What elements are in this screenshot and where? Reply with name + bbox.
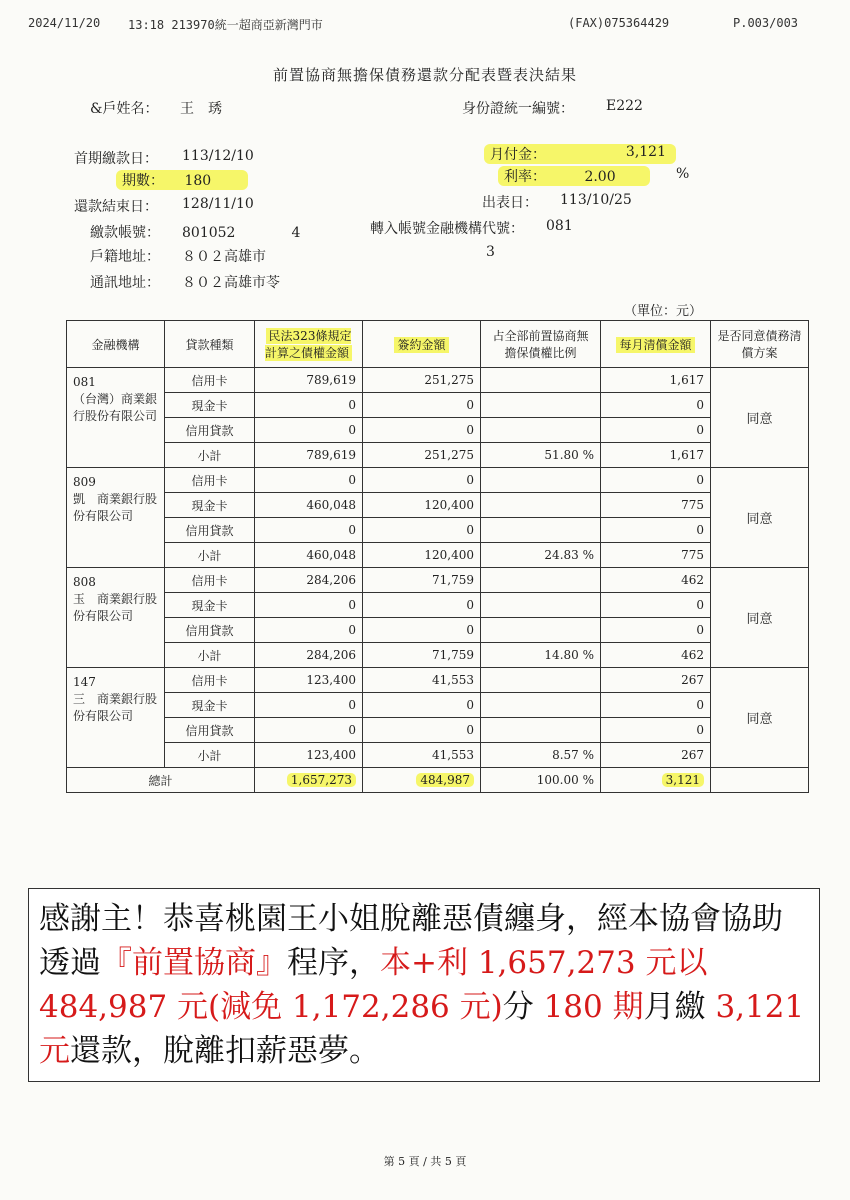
signed-cell: 0 [363,593,481,618]
table-row [67,443,809,468]
table-row [67,418,809,443]
loan-type-cell: 信用卡 [165,568,255,593]
table-row [67,643,809,668]
periods-row [116,170,248,190]
claim-cell: 0 [255,618,363,643]
monthly-cell: 0 [601,468,711,493]
note-part9: 還款，脫離扣薪惡夢。 [70,1033,380,1069]
monthly-cell: 0 [601,618,711,643]
agree-cell: 同意 [711,368,809,468]
table-row [67,493,809,518]
client-name-value: 王 琇 [180,101,222,117]
monthly-cell: 0 [601,518,711,543]
loan-type-cell: 信用貸款 [165,518,255,543]
bank-code-value: 081 [546,218,573,234]
id-value: E222 [606,98,643,114]
loan-type-cell: 現金卡 [165,493,255,518]
claim-cell: 123,400 [255,743,363,768]
loan-type-cell: 小計 [165,743,255,768]
monthly-cell: 0 [601,718,711,743]
agree-cell: 同意 [711,568,809,668]
monthly-cell: 0 [601,418,711,443]
ratio-cell: 8.57 % [481,743,601,768]
header-ratio: 占全部前置協商無擔保債權比例 [481,321,601,368]
monthly-cell: 1,617 [601,368,711,393]
total-agree-empty [711,768,809,793]
print-date-value: 113/10/25 [560,192,632,208]
allocation-table [66,320,809,793]
table-row [67,568,809,593]
note-part3: 程序， [287,945,380,981]
ratio-cell [481,593,601,618]
monthly-cell: 1,617 [601,443,711,468]
signed-cell: 0 [363,518,481,543]
total-label: 總計 [67,768,255,793]
loan-type-cell: 小計 [165,643,255,668]
loan-type-cell: 信用貸款 [165,618,255,643]
table-row [67,468,809,493]
account-value: 801052 4 [182,225,301,241]
claim-cell: 0 [255,418,363,443]
household-address-value: ８０２高雄市 [182,249,266,265]
monthly-cell: 462 [601,643,711,668]
claim-cell: 0 [255,718,363,743]
loan-type-cell: 現金卡 [165,393,255,418]
signed-cell: 0 [363,693,481,718]
total-signed: 484,987 [363,768,481,793]
household-address-label: 戶籍地址： [90,249,160,265]
loan-type-cell: 信用卡 [165,368,255,393]
total-ratio: 100.00 % [481,768,601,793]
table-row [67,718,809,743]
first-pay-value: 113/12/10 [182,148,254,164]
ratio-cell [481,393,601,418]
claim-cell: 789,619 [255,368,363,393]
table-header-row [67,321,809,368]
note-part2: 『前置協商』 [101,945,287,981]
note-part5: 分 [502,989,534,1025]
table-row [67,668,809,693]
signed-cell: 0 [363,618,481,643]
claim-cell: 0 [255,518,363,543]
fax-datetime: 2024/11/20 [28,16,101,30]
note-part6: 180 期 [533,989,644,1025]
signed-cell: 71,759 [363,643,481,668]
page-footer: 第 5 頁 / 共 5 頁 [383,1155,467,1168]
testimonial-note [28,888,820,1082]
institution-cell: 147 三 商業銀行股份有限公司 [67,668,165,768]
rate-value: 2.00 [584,169,616,185]
note-part8: 3,121 元 [39,989,805,1069]
monthly-payment-row [484,144,676,164]
claim-cell: 0 [255,468,363,493]
signed-cell: 251,275 [363,368,481,393]
institution-cell: 081 （台灣）商業銀行股份有限公司 [67,368,165,468]
ratio-cell [481,518,601,543]
signed-cell: 120,400 [363,493,481,518]
agree-cell: 同意 [711,468,809,568]
claim-cell: 0 [255,593,363,618]
loan-type-cell: 現金卡 [165,593,255,618]
loan-type-cell: 現金卡 [165,693,255,718]
table-row [67,593,809,618]
print-date-label: 出表日： [482,195,538,211]
loan-type-cell: 信用貸款 [165,718,255,743]
claim-cell: 460,048 [255,493,363,518]
signed-cell: 41,553 [363,668,481,693]
monthly-cell: 0 [601,593,711,618]
table-row [67,743,809,768]
signed-cell: 120,400 [363,543,481,568]
signed-cell: 0 [363,418,481,443]
bank-code-label: 轉入帳號金融機構代號： [370,221,524,237]
claim-cell: 284,206 [255,643,363,668]
table-row [67,368,809,393]
client-name-label: &戶姓名： [90,101,159,117]
fax-sender: 13:18 213970統一超商亞新灣門市 [128,18,323,32]
signed-cell: 0 [363,718,481,743]
fax-page: P.003/003 [733,16,799,30]
monthly-cell: 775 [601,493,711,518]
table-row [67,693,809,718]
periods-label: 期數： [122,173,164,189]
id-label: 身份證統一編號： [462,101,574,117]
total-monthly: 3,121 [601,768,711,793]
rate-row [498,166,650,186]
table-row [67,618,809,643]
monthly-cell: 0 [601,393,711,418]
total-claim: 1,657,273 [255,768,363,793]
claim-cell: 123,400 [255,668,363,693]
header-institution: 金融機構 [67,321,165,368]
household-address-suffix: 3 [486,244,495,260]
loan-type-cell: 小計 [165,543,255,568]
header-claim-amount: 民法323條規定計算之債權金額 [255,321,363,368]
signed-cell: 251,275 [363,443,481,468]
ratio-cell: 51.80 % [481,443,601,468]
note-part7: 月繳 [643,989,706,1025]
mailing-address-value: ８０２高雄市苓 [182,275,280,291]
header-signed-amount: 簽約金額 [363,321,481,368]
signed-cell: 71,759 [363,568,481,593]
rate-label: 利率： [504,169,546,185]
monthly-cell: 0 [601,693,711,718]
ratio-cell [481,468,601,493]
header-agree: 是否同意債務清償方案 [711,321,809,368]
claim-cell: 789,619 [255,443,363,468]
unit-note: （單位：元） [624,304,703,319]
account-label: 繳款帳號： [90,225,160,241]
end-date-value: 128/11/10 [182,196,254,212]
monthly-cell: 267 [601,743,711,768]
ratio-cell [481,693,601,718]
loan-type-cell: 信用卡 [165,468,255,493]
ratio-cell [481,418,601,443]
note-part1: 感謝主！恭喜桃園王小姐脫離惡債纏身，經本協會協助透過 [39,901,783,981]
ratio-cell [481,568,601,593]
ratio-cell [481,493,601,518]
signed-cell: 0 [363,393,481,418]
claim-cell: 284,206 [255,568,363,593]
document-title: 前置協商無擔保債務還款分配表暨表決結果 [272,66,577,84]
signed-cell: 0 [363,468,481,493]
ratio-cell: 14.80 % [481,643,601,668]
loan-type-cell: 小計 [165,443,255,468]
claim-cell: 460,048 [255,543,363,568]
monthly-payment-value: 3,121 [625,144,666,160]
monthly-payment-label: 月付金： [490,147,546,163]
monthly-cell: 775 [601,543,711,568]
institution-cell: 809 凱 商業銀行股份有限公司 [67,468,165,568]
mailing-address-label: 通訊地址： [90,275,160,291]
note-part4: 本+利 1,657,273 元以 484,987 元(減免 1,172,286 元) [39,945,708,1025]
table-row [67,393,809,418]
first-pay-label: 首期繳款日： [74,151,158,167]
claim-cell: 0 [255,693,363,718]
claim-cell: 0 [255,393,363,418]
loan-type-cell: 信用貸款 [165,418,255,443]
ratio-cell [481,718,601,743]
end-date-label: 還款結束日： [74,199,158,215]
ratio-cell [481,668,601,693]
header-monthly-payment: 每月清償金額 [601,321,711,368]
header-loan-type: 貸款種類 [165,321,255,368]
signed-cell: 41,553 [363,743,481,768]
table-row [67,543,809,568]
loan-type-cell: 信用卡 [165,668,255,693]
monthly-cell: 267 [601,668,711,693]
monthly-cell: 462 [601,568,711,593]
ratio-cell [481,618,601,643]
ratio-cell: 24.83 % [481,543,601,568]
rate-unit: % [676,166,690,182]
ratio-cell [481,368,601,393]
table-row [67,518,809,543]
periods-value: 180 [184,173,212,189]
total-row [67,768,809,793]
agree-cell: 同意 [711,668,809,768]
institution-cell: 808 玉 商業銀行股份有限公司 [67,568,165,668]
fax-number: (FAX)075364429 [568,16,670,30]
